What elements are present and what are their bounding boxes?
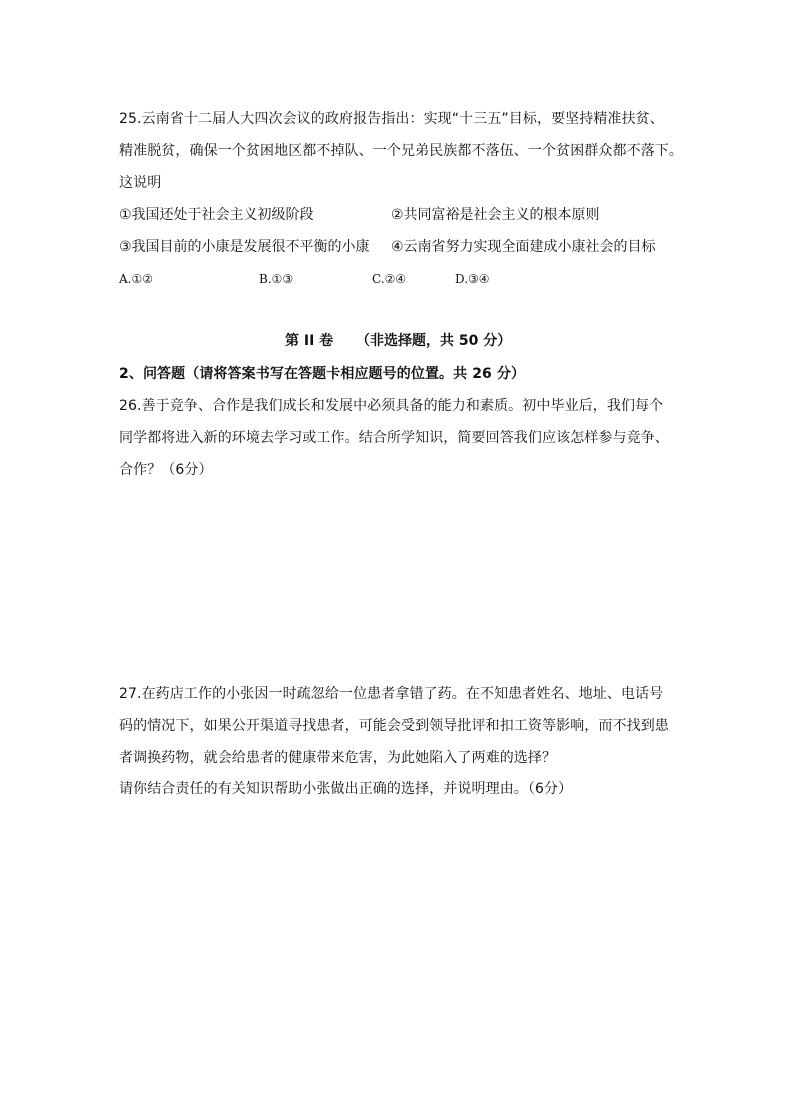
q27-stem-line-4: 请你结合责任的有关知识帮助小张做出正确的选择，并说明理由。（6分）	[119, 781, 573, 797]
q25-stem-line-1: 25.云南省十二届人大四次会议的政府报告指出：实现“十三五”目标，要坚持精准扶贫、	[119, 111, 664, 127]
q25-stem-line-3: 这说明	[119, 175, 162, 191]
q27-stem-line-3: 者调换药物，就会给患者的健康带来危害，为此她陷入了两难的选择？	[119, 750, 557, 766]
q25-choice-c: C.②④	[372, 272, 407, 286]
q25-choice-b: B.①③	[259, 272, 294, 286]
q25-item-1: ①我国还处于社会主义初级阶段	[119, 207, 314, 223]
q25-item-4: ④云南省努力实现全面建成小康社会的目标	[391, 239, 656, 255]
q25-choice-a: A.①②	[119, 272, 153, 286]
part2-title-left: 第 II 卷	[285, 333, 334, 349]
q26-stem-line-3: 合作？（6分）	[119, 462, 213, 478]
q25-item-2: ②共同富裕是社会主义的根本原则	[391, 207, 600, 223]
section-heading: 2、问答题（请将答案书写在答题卡相应题号的位置。共 26 分）	[119, 366, 526, 382]
q27-stem-line-1: 27.在药店工作的小张因一时疏忽给一位患者拿错了药。在不知患者姓名、地址、电话号	[119, 686, 664, 702]
q25-item-3: ③我国目前的小康是发展很不平衡的小康	[119, 239, 370, 255]
q25-stem-line-2: 精准脱贫，确保一个贫困地区都不掉队、一个兄弟民族都不落伍、一个贫困群众都不落下。	[119, 143, 683, 159]
q27-stem-line-2: 码的情况下，如果公开渠道寻找患者，可能会受到领导批评和扣工资等影响，而不找到患	[119, 718, 669, 734]
q25-choice-d: D.③④	[455, 272, 490, 286]
q26-stem-line-2: 同学都将进入新的环境去学习或工作。结合所学知识，简要回答我们应该怎样参与竞争、	[119, 430, 669, 446]
part2-title-right: （非选择题，共 50 分）	[356, 333, 512, 349]
q26-stem-line-1: 26.善于竞争、合作是我们成长和发展中必须具备的能力和素质。初中毕业后，我们每个	[119, 398, 664, 414]
